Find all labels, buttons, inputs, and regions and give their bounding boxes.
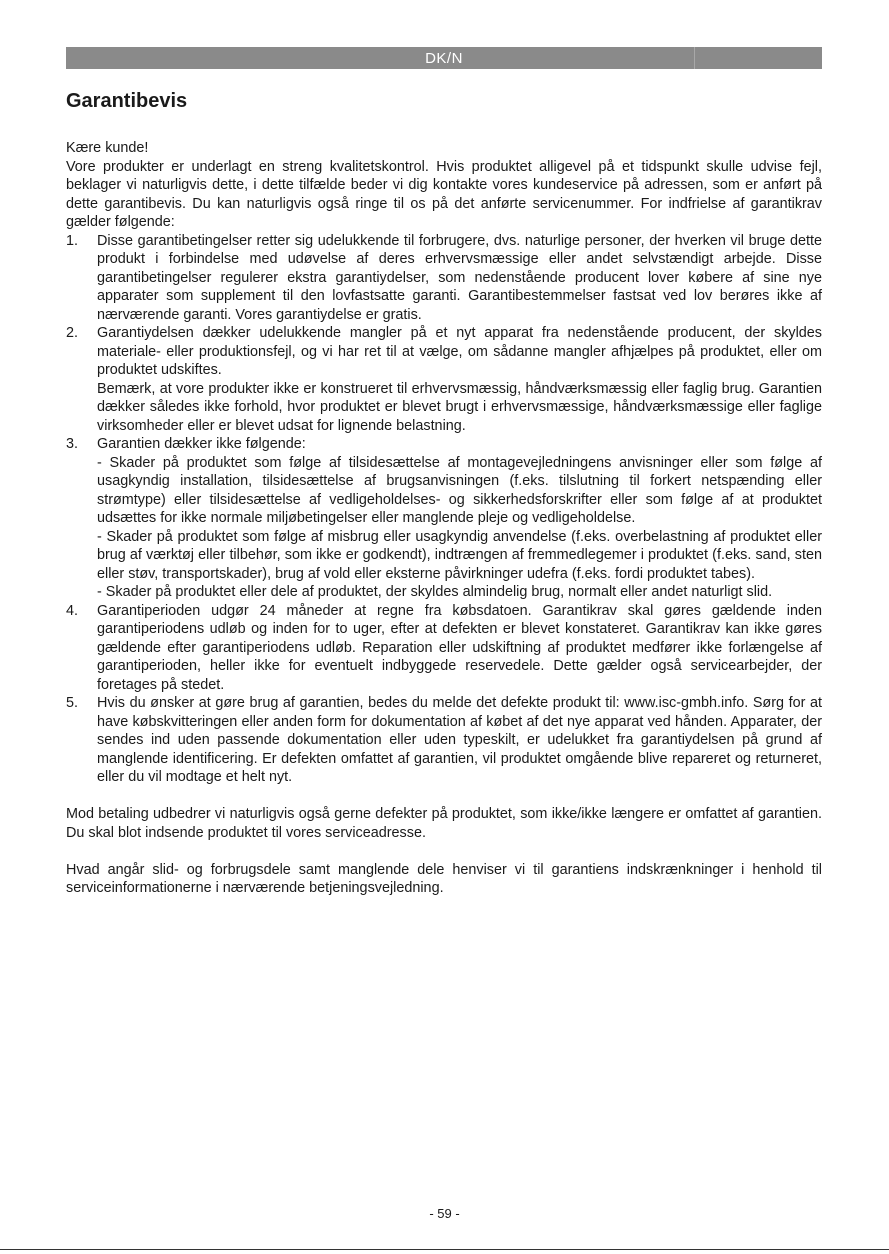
closing-paragraph: Mod betaling udbedrer vi naturligvis også gerne defekter på produktet, som ikke/ikke længere er omfattet af garantien. Du skal blot indsende produktet til vores serviceadresse. — [66, 806, 822, 841]
intro-paragraph: Vore produkter er underlagt en streng kvalitetskontrol. Hvis produktet alligevel på et tidspunkt skulle udvise fejl, beklager vi naturligvis dette, i dette tilfælde beder vi dig kontakte vores kundeservice på adressen, som er anført på dette garantibevis. Du kan naturligvis også ringe til os på det anførte servicenummer. For indfrielse af garantikrav gælder følgende: — [66, 158, 822, 230]
greeting: Kære kunde! — [66, 140, 149, 156]
condition-paragraph: - Skader på produktet som følge af tilsidesættelse af montagevejledningens anvisninger eller som følge af usagkyndig installation, tilsidesættelse af brugsanvisningen (f.eks. tilslutning til forkert netspænding eller strømtype) eller tilsidesættelse af vedligeholdelses- og sikkerhedsforskrifter eller som følge af at produktet udsættes for ikke normale miljøbetingelser eller manglende pleje og vedligeholdelse. — [97, 454, 822, 526]
condition-paragraph: Garantiydelsen dækker udelukkende mangler på et nyt apparat fra nedenstående producent, der skyldes materiale- eller produktionsfejl, og vi har ret til at vælge, om sådanne mangler afhjælpes på produktet, eller om produktet udskiftes. — [97, 325, 822, 378]
condition-number: 3. — [66, 436, 79, 452]
page-number: - 59 - — [429, 1206, 460, 1221]
closing-paragraph: Hvad angår slid- og forbrugsdele samt manglende dele henviser vi til garantiens indskrænkninger i henhold til serviceinformationerne i nærværende betjeningsvejledning. — [66, 861, 822, 896]
condition-item — [66, 324, 822, 435]
condition-item — [66, 694, 822, 787]
condition-paragraph: Hvis du ønsker at gøre brug af garantien, bedes du melde det defekte produkt til: www.isc-gmbh.info. Sørg for at have købskvitteringen eller anden form for dokumentation af købet af det nye apparat ved hånden. Apparater, der sendes ind uden passende dokumentation eller uden typeskilt, er udelukket fra garantiydelsen på grund af manglende identificering. Er defekten omfattet af garantien, vil produktet omgående blive repareret og returneret, eller du vil modtage et helt nyt. — [97, 695, 822, 785]
header-divider — [694, 47, 695, 69]
language-code: DK/N — [425, 49, 463, 67]
condition-paragraph: - Skader på produktet eller dele af produktet, der skyldes almindelig brug, normalt eller andet naturligt slid. — [97, 584, 773, 600]
page-title: Garantibevis — [66, 90, 188, 112]
language-header-bar — [66, 47, 822, 69]
condition-number: 5. — [66, 695, 79, 711]
condition-number: 1. — [66, 232, 79, 249]
condition-paragraph: Garantien dækker ikke følgende: — [97, 436, 306, 452]
condition-item — [66, 232, 822, 325]
bottom-rule — [0, 1249, 889, 1250]
condition-paragraph: - Skader på produktet som følge af misbrug eller usagkyndig anvendelse (f.eks. overbelastning af produktet eller brug af værktøj eller tilbehør, som ikke er godkendt), indtrængen af fremmedlegemer i produktet (f.eks. sand, sten eller støv, transportskader), brug af vold eller eksterne påvirkninger udefra (f.eks. fordi produktet tabes). — [97, 528, 822, 582]
condition-paragraph: Bemærk, at vore produkter ikke er konstrueret til erhvervsmæssig, håndværksmæssig eller faglig brug. Garantien dækker således ikke forhold, hvor produktet er blevet brugt i erhvervsmæssige, håndværksmæssige eller faglige virksomheder eller er blevet udsat for lignende belastning. — [97, 380, 822, 434]
condition-paragraph: Disse garantibetingelser retter sig udelukkende til forbrugere, dvs. naturlige personer, der hverken vil bruge dette produkt i forbindelse med udøvelse af deres erhvervsmæssige eller andet selvstændigt arbejde. Disse garantibetingelser regulerer ekstra garantiydelser, som nedenstående producent lover købere af sine nye apparater som supplement til den lovfastsatte garanti. Garantibestemmelser fastsat ved lov berøres ikke af nærværende garanti. Vores garantiydelse er gratis. — [97, 232, 822, 323]
warranty-body — [66, 139, 822, 898]
condition-paragraph: Garantiperioden udgør 24 måneder at regne fra købsdatoen. Garantikrav skal gøres gældende inden garantiperiodens udløb og inden for to uger, efter at defekten er blevet konstateret. Garantikrav kan ikke gøres gældende efter garantiperiodens udløb. Reparation eller udskiftning af produktet medfører ikke forlængelse af garantiperioden, heller ikke for eventuelt indbyggede reservedele. Dette gælder også servicearbejder, der foretages på stedet. — [97, 602, 822, 693]
condition-item — [66, 435, 822, 602]
condition-item — [66, 602, 822, 695]
condition-number: 4. — [66, 602, 79, 619]
condition-number: 2. — [66, 325, 79, 341]
conditions-list — [66, 232, 822, 787]
